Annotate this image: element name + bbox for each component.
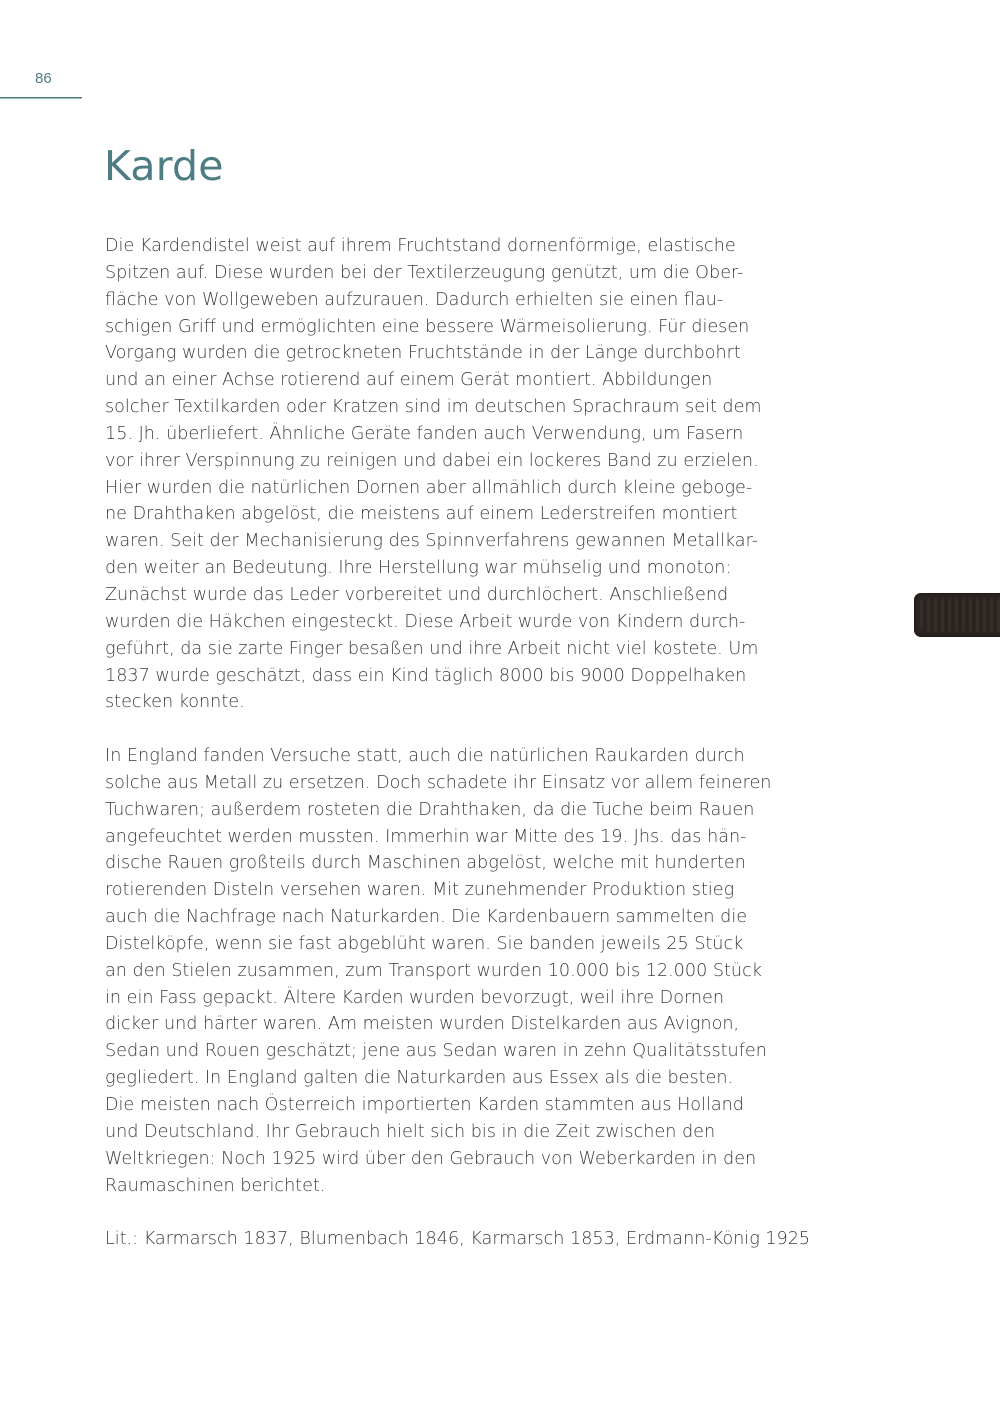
text-line: wurden die Häkchen eingesteckt. Diese Arbeit wurde von Kindern durch-	[105, 611, 746, 632]
text-line: 1837 wurde geschätzt, dass ein Kind täglich 8000 bis 9000 Doppelhaken	[105, 665, 747, 686]
text-line: 15. Jh. überliefert. Ähnliche Geräte fanden auch Verwendung, um Fasern	[105, 423, 744, 444]
text-line: rotierenden Disteln versehen waren. Mit zunehmender Produktion stieg	[105, 880, 735, 901]
literature-references: Lit.: Karmarsch 1837, Blumenbach 1846, Karmarsch 1853, Erdmann-König 1925	[105, 1229, 811, 1250]
paragraph-1	[105, 233, 775, 716]
text-line: Distelköpfe, wenn sie fast abgeblüht waren. Sie banden jeweils 25 Stück	[105, 933, 744, 954]
text-line: solcher Textilkarden oder Kratzen sind im deutschen Sprachraum seit dem	[105, 397, 762, 418]
text-line: ne Drahthaken abgelöst, die meistens auf einem Lederstreifen montiert	[105, 504, 738, 525]
text-line: fläche von Wollgeweben aufzurauen. Dadurch erhielten sie einen flau-	[105, 289, 724, 310]
text-line: Raumaschinen berichtet.	[105, 1175, 326, 1196]
text-line: dische Rauen großteils durch Maschinen abgelöst, welche mit hunderten	[105, 853, 746, 874]
text-line: geführt, da sie zarte Finger besaßen und ihre Arbeit nicht viel kostete. Um	[105, 638, 759, 659]
text-line: Die meisten nach Österreich importierten Karden stammten aus Holland	[105, 1095, 744, 1115]
text-line: Hier wurden die natürlichen Dornen aber allmählich durch kleine geboge-	[105, 477, 753, 498]
text-line: Tuchwaren; außerdem rosteten die Drahthaken, da die Tuche beim Rauen	[105, 799, 755, 820]
text-line: Sedan und Rouen geschätzt; jene aus Sedan waren in zehn Qualitätsstufen	[105, 1041, 767, 1062]
text-line: angefeuchtet werden mussten. Immerhin war Mitte des 19. Jhs. das hän-	[105, 826, 747, 847]
text-line: gegliedert. In England galten die Naturkarden aus Essex als die besten.	[105, 1068, 734, 1089]
text-line: an den Stielen zusammen, zum Transport wurden 10.000 bis 12.000 Stück	[105, 960, 762, 981]
text-line: Vorgang wurden die getrockneten Fruchtstände in der Länge durchbohrt	[105, 343, 741, 364]
text-line: waren. Seit der Mechanisierung des Spinnverfahrens gewannen Metallkar-	[105, 531, 759, 552]
text-line: In England fanden Versuche statt, auch die natürlichen Raukarden durch	[105, 746, 745, 767]
text-line: stecken konnte.	[105, 692, 245, 713]
text-line: Weltkriegen: Noch 1925 wird über den Gebrauch von Weberkarden in den	[105, 1148, 757, 1169]
article-body	[105, 233, 811, 1253]
text-line: Spitzen auf. Diese wurden bei der Textilerzeugung genützt, um die Ober-	[105, 262, 744, 283]
text-line: in ein Fass gepackt. Ältere Karden wurden bevorzugt, weil ihre Dornen	[105, 987, 725, 1008]
page-title: Karde	[104, 142, 224, 190]
text-line: den weiter an Bedeutung. Ihre Herstellung war mühselig und monoton:	[105, 558, 732, 579]
text-line: und an einer Achse rotierend auf einem Gerät montiert. Abbildungen	[105, 370, 713, 391]
text-line: auch die Nachfrage nach Naturkarden. Die Kardenbauern sammelten die	[105, 907, 748, 928]
chapter-tab-marker	[914, 593, 1000, 637]
text-line: Zunächst wurde das Leder vorbereitet und durchlöchert. Anschließend	[105, 584, 729, 605]
paragraph-spacer	[105, 1199, 775, 1226]
text-line: vor ihrer Verspinnung zu reinigen und dabei ein lockeres Band zu erzielen.	[105, 450, 759, 471]
paragraph-spacer	[105, 716, 775, 743]
text-line: Die Kardendistel weist auf ihrem Fruchtstand dornenförmige, elastische	[105, 236, 736, 256]
text-line: und Deutschland. Ihr Gebrauch hielt sich bis in die Zeit zwischen den	[105, 1121, 716, 1142]
text-line: schigen Griff und ermöglichten eine bessere Wärmeisolierung. Für diesen	[105, 316, 750, 337]
page-number-rule	[0, 97, 82, 99]
page-number: 86	[35, 70, 52, 87]
text-line: solche aus Metall zu ersetzen. Doch schadete ihr Einsatz vor allem feineren	[105, 772, 772, 793]
text-line: dicker und härter waren. Am meisten wurden Distelkarden aus Avignon,	[105, 1014, 740, 1035]
paragraph-2	[105, 743, 775, 1199]
